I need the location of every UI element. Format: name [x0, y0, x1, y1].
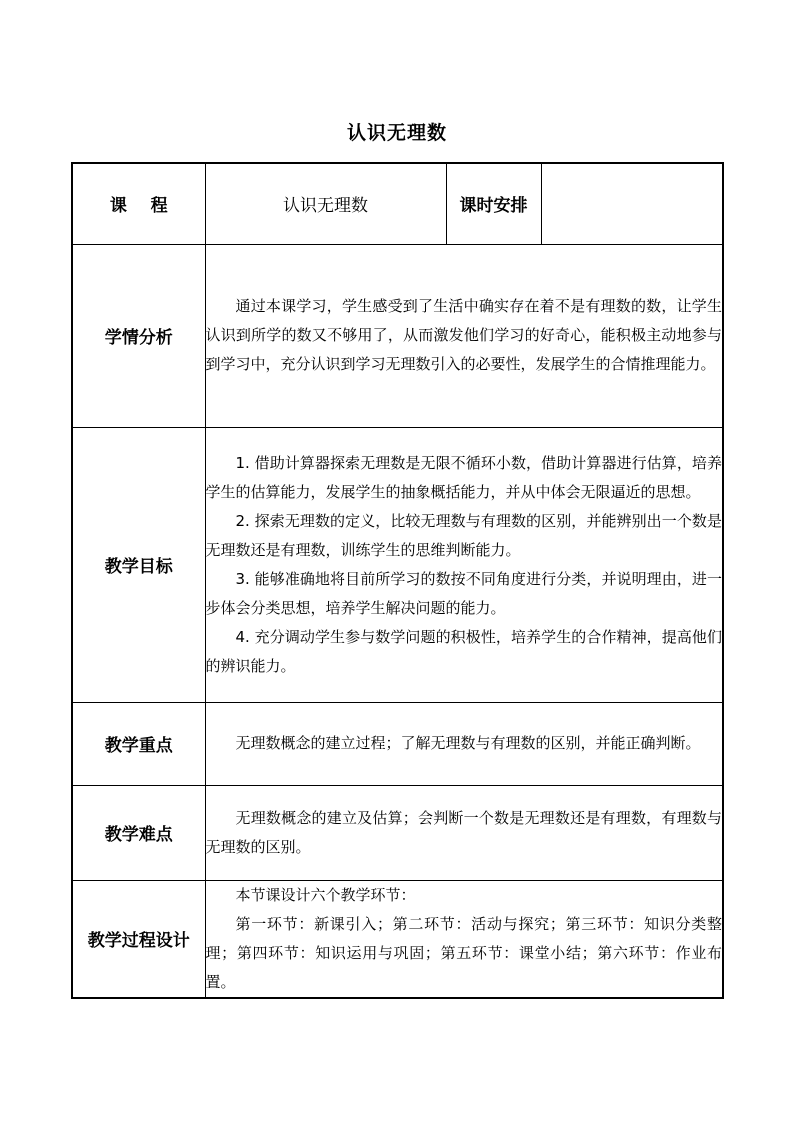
analysis-paragraph: 通过本课学习，学生感受到了生活中确实存在着不是有理数的数，让学生认识到所学的数又不够用了，从而激发他们学习的好奇心，能积极主动地参与到学习中，充分认识到学习无理数引入的必要性，发展学生的合情推理能力。	[205, 297, 722, 373]
document-title: 认识无理数	[346, 122, 447, 144]
process-intro: 本节课设计六个教学环节：	[235, 885, 416, 904]
process-row	[72, 880, 723, 998]
objective-item-2: 2. 探索无理数的定义，比较无理数与有理数的区别，并能辨别出一个数是无理数还是有理数，训练学生的思维判断能力。	[205, 511, 722, 559]
key-points-content	[205, 702, 723, 785]
difficulties-label: 教学难点	[72, 785, 205, 880]
schedule-label: 课时安排	[446, 163, 541, 244]
process-steps: 第一环节：新课引入；第二环节：活动与探究；第三环节：知识分类整理；第四环节：知识运用与巩固；第五环节：课堂小结；第六环节：作业布置。	[205, 914, 722, 991]
difficulties-row	[72, 785, 723, 880]
objective-item-3: 3. 能够准确地将目前所学习的数按不同角度进行分类，并说明理由，进一步体会分类思想，培养学生解决问题的能力。	[205, 569, 722, 617]
schedule-value	[541, 163, 723, 244]
key-points-label: 教学重点	[72, 702, 205, 785]
key-points-row	[72, 702, 723, 785]
objectives-content	[205, 427, 723, 702]
process-label: 教学过程设计	[72, 880, 205, 998]
objective-item-4: 4. 充分调动学生参与数学问题的积极性，培养学生的合作精神，提高他们的辨识能力。	[205, 627, 722, 675]
course-value: 认识无理数	[205, 163, 446, 244]
key-points-paragraph: 无理数概念的建立过程；了解无理数与有理数的区别，并能正确判断。	[235, 734, 701, 752]
process-content	[205, 880, 723, 998]
course-row	[72, 163, 723, 244]
course-label: 课 程	[72, 163, 205, 244]
objectives-label: 教学目标	[72, 427, 205, 702]
lesson-plan-table	[71, 162, 724, 999]
analysis-row	[72, 244, 723, 427]
analysis-content	[205, 244, 723, 427]
analysis-label: 学情分析	[72, 244, 205, 427]
objectives-row	[72, 427, 723, 702]
difficulties-content	[205, 785, 723, 880]
objective-item-1: 1. 借助计算器探索无理数是无限不循环小数，借助计算器进行估算，培养学生的估算能力，发展学生的抽象概括能力，并从中体会无限逼近的思想。	[205, 453, 722, 501]
difficulties-paragraph: 无理数概念的建立及估算；会判断一个数是无理数还是有理数，有理数与无理数的区别。	[205, 808, 722, 856]
